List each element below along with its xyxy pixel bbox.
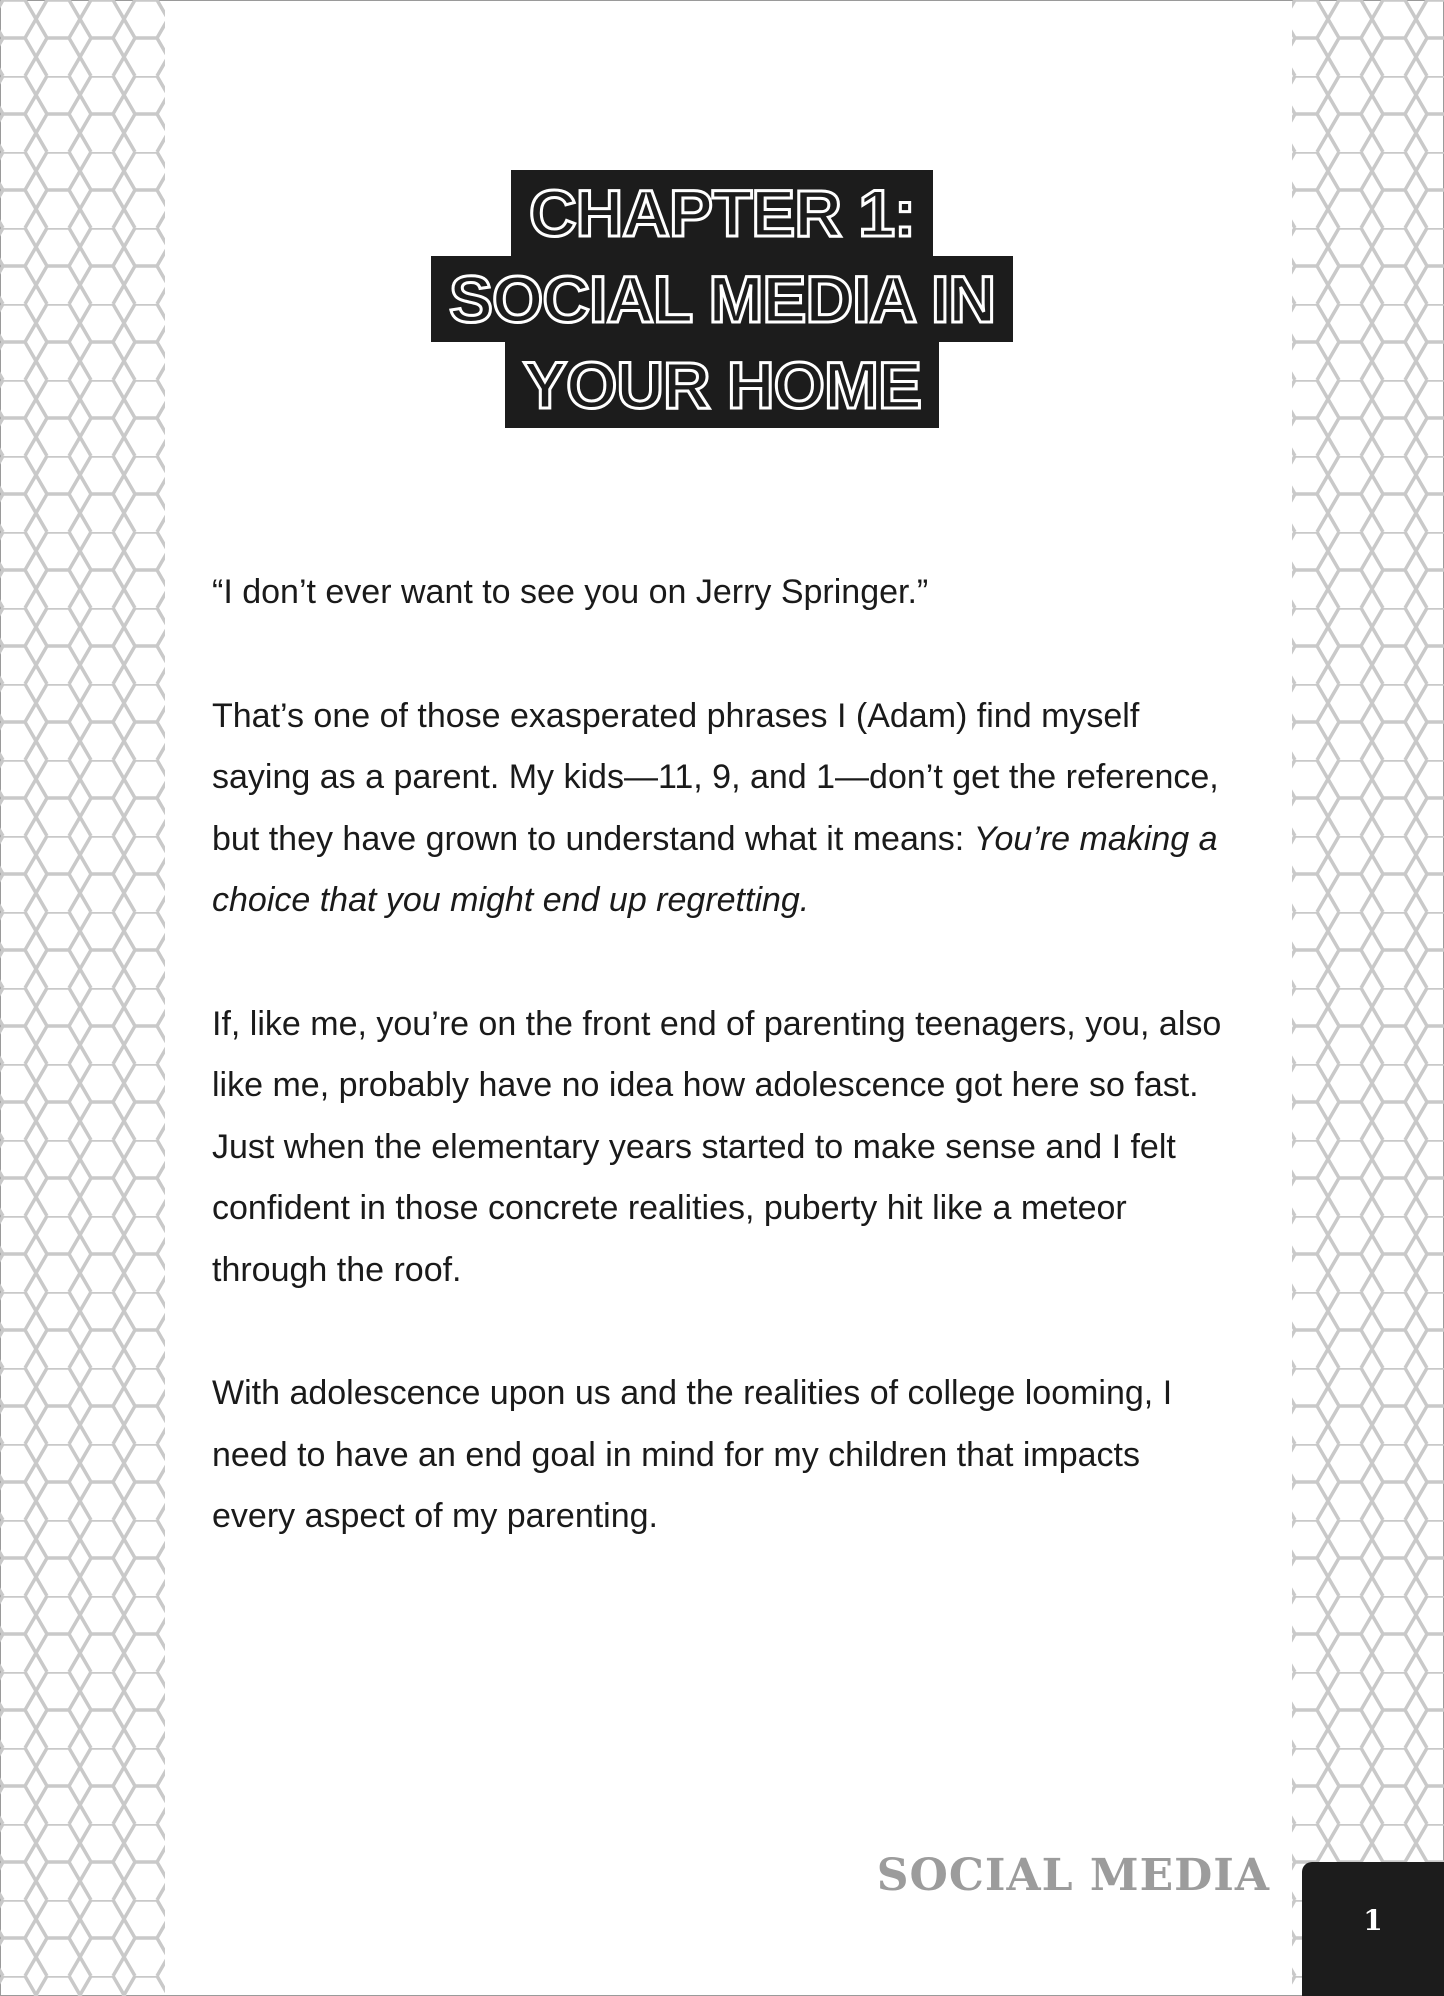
footer-section-label: SOCIAL MEDIA — [876, 1850, 1270, 1901]
chapter-body — [212, 562, 1222, 1610]
body-paragraph-4: With adolescence upon us and the realities of college looming, I need to have an end goal in mind for my children that impacts every aspect of my parenting. — [212, 1374, 1173, 1535]
body-paragraph-2 — [212, 686, 1222, 932]
page-number: 1 — [1363, 1904, 1383, 1937]
body-paragraph-2-text: That’s one of those exasperated phrases I (Adam) find myself saying as a parent. My kids—11, 9, and 1—don’t get the reference, but they have grown to understand what it means: — [212, 696, 1219, 858]
chapter-title-line-3: YOUR HOME — [505, 342, 939, 428]
body-paragraph-1: “I don’t ever want to see you on Jerry Springer.” — [212, 573, 929, 611]
body-paragraph-3: If, like me, you’re on the front end of parenting teenagers, you, also like me, probably have no idea how adolescence got here so fast. Just when the elementary years started to make sense and I felt confident in those concrete realities, puberty hit like a meteor through the roof. — [212, 1004, 1222, 1289]
body-paragraph-2-italic: You’re making a choice that you might end up regretting. — [212, 819, 1218, 919]
chapter-title — [0, 170, 1444, 428]
chapter-title-line-1: CHAPTER 1: — [511, 170, 933, 256]
page-number-tab — [1302, 1862, 1444, 1996]
chapter-title-line-2: SOCIAL MEDIA IN — [431, 256, 1013, 342]
